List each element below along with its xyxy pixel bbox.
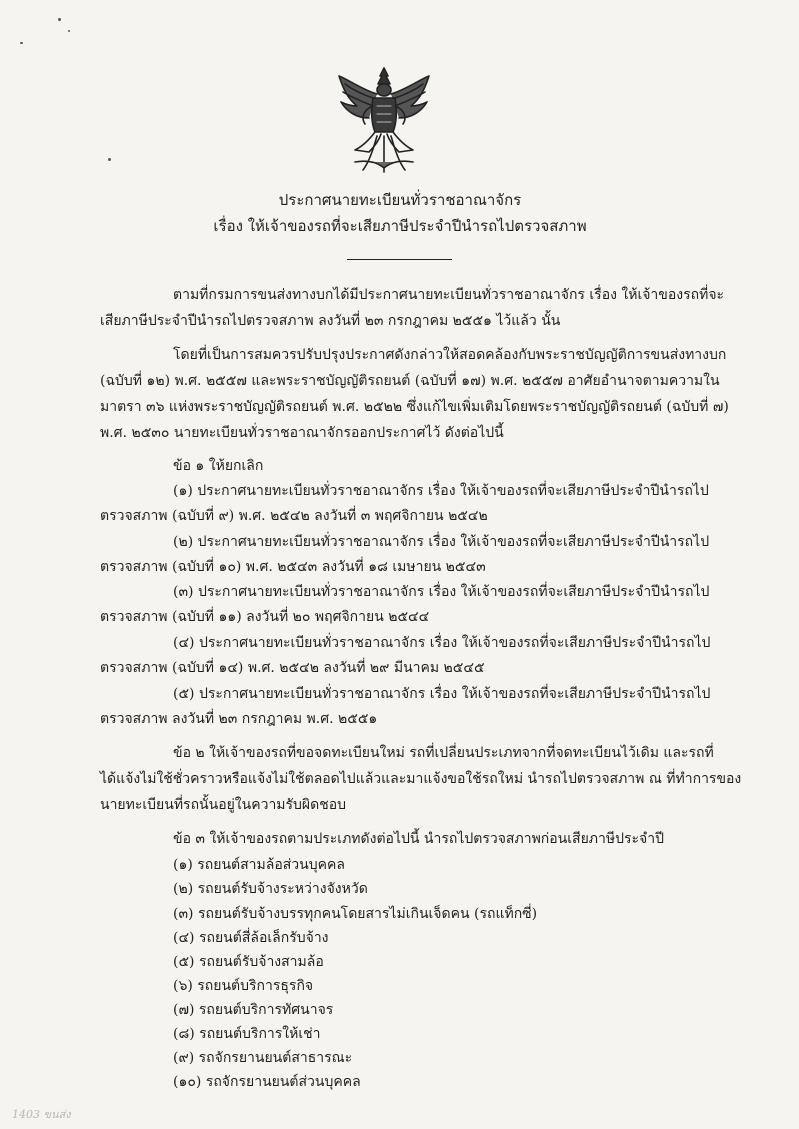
body-line: พ.ศ. ๒๕๓๐ นายทะเบียนทั่วราชอาณาจักรออกประกาศไว้ ดังต่อไปนี้ [100,425,504,441]
list-item: (๕) รถยนต์รับจ้างสามล้อ [173,954,324,970]
announcement-subject: เรื่อง ให้เจ้าของรถที่จะเสียภาษีประจำปีนำรถไปตรวจสภาพ [213,217,587,235]
body-line: เสียภาษีประจำปีนำรถไปตรวจสภาพ ลงวันที่ ๒๓ กรกฎาคม ๒๕๕๑ ไว้แล้ว นั้น [100,313,561,329]
body-line: (ฉบับที่ ๑๒) พ.ศ. ๒๕๕๗ และพระราชบัญญัติรถยนต์ (ฉบับที่ ๑๗) พ.ศ. ๒๕๕๗ อาศัยอำนาจตามความใน [100,373,720,389]
body-line: (๕) ประกาศนายทะเบียนทั่วราชอาณาจักร เรื่อง ให้เจ้าของรถที่จะเสียภาษีประจำปีนำรถไป [173,686,711,702]
list-item: (๘) รถยนต์บริการให้เช่า [173,1026,321,1042]
handwritten-note: 1403 ขนส่ง [12,1108,71,1121]
scan-speck [58,18,61,21]
body-line: นายทะเบียนที่รถนั้นอยู่ในความรับผิดชอบ [100,797,347,813]
list-item: (๒) รถยนต์รับจ้างระหว่างจังหวัด [173,881,368,897]
scan-speck [68,30,70,32]
body-line: ตามที่กรมการขนส่งทางบกได้มีประกาศนายทะเบียนทั่วราชอาณาจักร เรื่อง ให้เจ้าของรถที่จะ [173,287,725,303]
scan-speck [108,158,111,161]
list-item: (๓) รถยนต์รับจ้างบรรทุกคนโดยสารไม่เกินเจ็ดคน (รถแท็กซี่) [173,906,538,922]
list-item: (๙) รถจักรยานยนต์สาธารณะ [173,1050,353,1066]
body-line: ตรวจสภาพ (ฉบับที่ ๑๐) พ.ศ. ๒๕๔๓ ลงวันที่ ๑๘ เมษายน ๒๕๔๓ [100,559,486,575]
garuda-emblem-icon [333,66,435,174]
list-item: (๑) รถยนต์สามล้อส่วนบุคคล [173,857,345,873]
body-line: ได้แจ้งไม่ใช้ชั่วคราวหรือแจ้งไม่ใช้ตลอดไปแล้วและมาแจ้งขอใช้รถใหม่ นำรถไปตรวจสภาพ ณ ที่ทำการของ [100,771,742,787]
body-line: ตรวจสภาพ (ฉบับที่ ๑๔) พ.ศ. ๒๕๔๒ ลงวันที่ ๒๙ มีนาคม ๒๕๔๕ [100,660,485,676]
body-line: (๑) ประกาศนายทะเบียนทั่วราชอาณาจักร เรื่อง ให้เจ้าของรถที่จะเสียภาษีประจำปีนำรถไป [173,483,709,499]
body-line: ตรวจสภาพ (ฉบับที่ ๑๑) ลงวันที่ ๒๐ พฤศจิกายน ๒๕๔๔ [100,609,430,625]
body-line: ตรวจสภาพ (ฉบับที่ ๙) พ.ศ. ๒๕๔๒ ลงวันที่ ๓ พฤศจิกายน ๒๕๔๒ [100,508,488,524]
body-line: (๔) ประกาศนายทะเบียนทั่วราชอาณาจักร เรื่อง ให้เจ้าของรถที่จะเสียภาษีประจำปีนำรถไป [173,635,711,651]
body-line: มาตรา ๓๖ แห่งพระราชบัญญัติรถยนต์ พ.ศ. ๒๕๒๒ ซึ่งแก้ไขเพิ่มเติมโดยพระราชบัญญัติรถยนต์ (ฉบับที่ ๗) [100,399,729,415]
list-item: (๔) รถยนต์สี่ล้อเล็กรับจ้าง [173,930,329,946]
clause-heading: ข้อ ๑ ให้ยกเลิก [173,458,264,474]
list-item: (๑๐) รถจักรยานยนต์ส่วนบุคคล [173,1074,361,1090]
scan-speck [20,42,23,44]
title-divider [347,259,452,260]
announcement-title: ประกาศนายทะเบียนทั่วราชอาณาจักร [278,191,522,209]
body-line: (๒) ประกาศนายทะเบียนทั่วราชอาณาจักร เรื่อง ให้เจ้าของรถที่จะเสียภาษีประจำปีนำรถไป [173,534,710,550]
clause-heading: ข้อ ๓ ให้เจ้าของรถตามประเภทดังต่อไปนี้ นำรถไปตรวจสภาพก่อนเสียภาษีประจำปี [173,831,664,847]
body-line: โดยที่เป็นการสมควรปรับปรุงประกาศดังกล่าวให้สอดคล้องกับพระราชบัญญัติการขนส่งทางบก [173,347,727,363]
list-item: (๖) รถยนต์บริการธุรกิจ [173,978,314,994]
list-item: (๗) รถยนต์บริการทัศนาจร [173,1002,334,1018]
body-line: ตรวจสภาพ ลงวันที่ ๒๓ กรกฎาคม พ.ศ. ๒๕๕๑ [100,711,378,727]
clause-heading: ข้อ ๒ ให้เจ้าของรถที่ขอจดทะเบียนใหม่ รถที่เปลี่ยนประเภทจากที่จดทะเบียนไว้เดิม และรถที่ [173,745,714,761]
body-line: (๓) ประกาศนายทะเบียนทั่วราชอาณาจักร เรื่อง ให้เจ้าของรถที่จะเสียภาษีประจำปีนำรถไป [173,584,710,600]
